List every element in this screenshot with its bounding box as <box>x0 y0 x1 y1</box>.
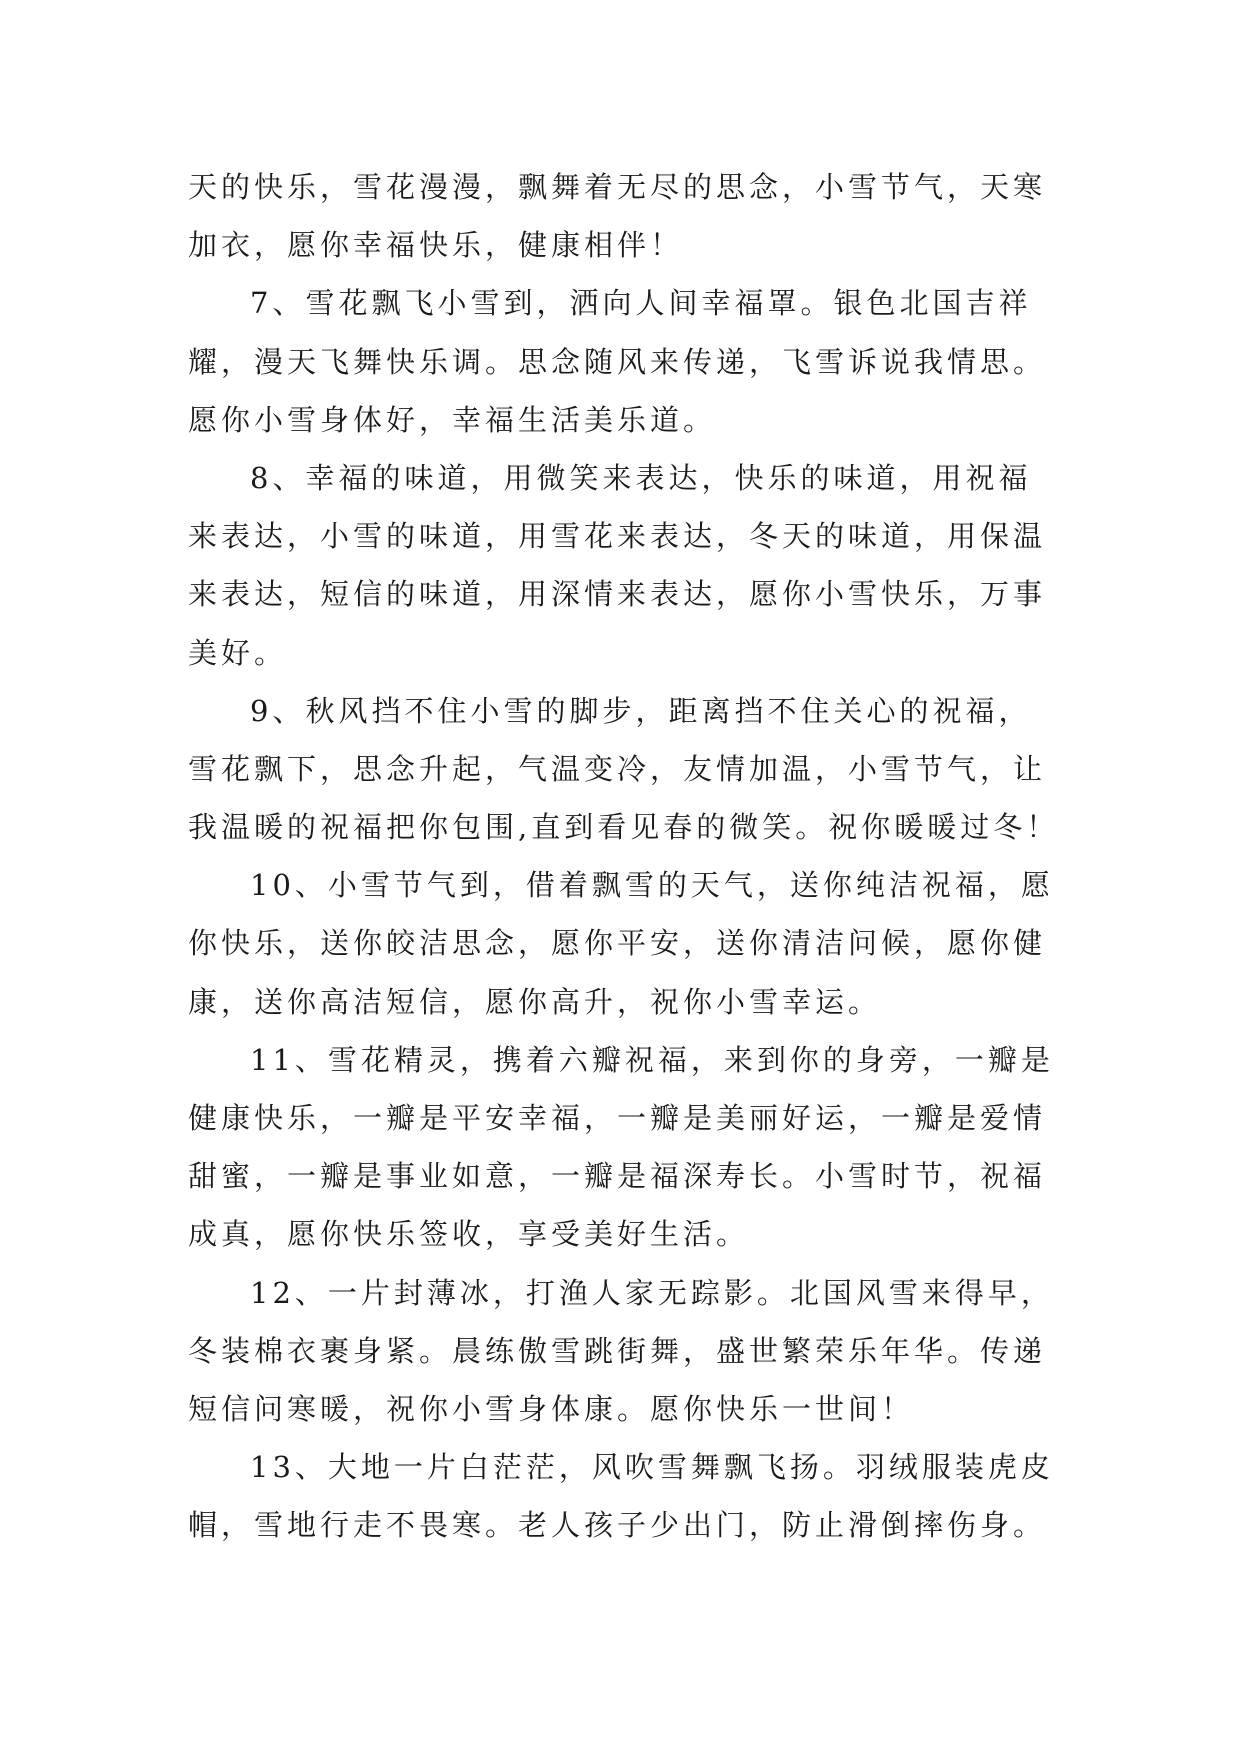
text-line: 11、雪花精灵，携着六瓣祝福，来到你的身旁，一瓣是 <box>250 1042 1054 1077</box>
text-line: 健康快乐，一瓣是平安幸福，一瓣是美丽好运，一瓣是爱情 <box>188 1101 1047 1135</box>
text-line: 9、秋风挡不住小雪的脚步，距离挡不住关心的祝福， <box>250 693 1032 728</box>
text-line: 冬装棉衣裹身紧。晨练傲雪跳街舞，盛世繁荣乐年华。传递 <box>188 1333 1047 1368</box>
paragraph-8 <box>188 449 1068 682</box>
text-line: 甜蜜，一瓣是事业如意，一瓣是福深寿长。小雪时节，祝福 <box>188 1159 1047 1194</box>
text-line: 13、大地一片白茫茫，风吹雪舞飘飞扬。羽绒服装虎皮 <box>250 1450 1054 1485</box>
paragraph-7 <box>188 274 1068 449</box>
text-line: 天的快乐，雪花漫漫，飘舞着无尽的思念，小雪节气，天寒 <box>188 170 1047 204</box>
text-line: 加衣，愿你幸福快乐，健康相伴！ <box>188 228 684 263</box>
paragraph-13 <box>188 1438 1068 1554</box>
paragraph-11 <box>188 1031 1068 1264</box>
text-line: 短信问寒暖，祝你小雪身体康。愿你快乐一世间！ <box>188 1391 915 1426</box>
text-line: 成真，愿你快乐签收，享受美好生活。 <box>188 1217 750 1252</box>
paragraph-9 <box>188 682 1068 857</box>
text-line: 你快乐，送你皎洁思念，愿你平安，送你清洁问候，愿你健 <box>188 926 1047 961</box>
text-line: 耀，漫天飞舞快乐调。思念随风来传递，飞雪诉说我情思。 <box>188 344 1047 379</box>
text-line: 康，送你高洁短信，愿你高升，祝你小雪幸运。 <box>188 984 882 1019</box>
text-line: 12、一片封薄冰，打渔人家无踪影。北国风雪来得早， <box>250 1275 1054 1310</box>
document-body <box>188 158 1068 1555</box>
paragraph-6-continued <box>188 158 1068 274</box>
text-line: 来表达，短信的味道，用深情来表达，愿你小雪快乐，万事 <box>188 577 1047 612</box>
text-line: 10、小雪节气到，借着飘雪的天气，送你纯洁祝福，愿 <box>250 868 1054 903</box>
paragraph-10 <box>188 856 1068 1031</box>
text-line: 愿你小雪身体好，幸福生活美乐道。 <box>188 402 717 437</box>
paragraph-12 <box>188 1264 1068 1439</box>
text-line: 来表达，小雪的味道，用雪花来表达，冬天的味道，用保温 <box>188 519 1047 554</box>
text-line: 7、雪花飘飞小雪到，洒向人间幸福罩。银色北国吉祥 <box>250 286 1032 321</box>
text-line: 8、幸福的味道，用微笑来表达，快乐的味道，用祝福 <box>250 460 1032 495</box>
text-line: 雪花飘下，思念升起，气温变冷，友情加温，小雪节气，让 <box>188 751 1047 786</box>
text-line: 我温暖的祝福把你包围,直到看见春的微笑。祝你暖暖过冬！ <box>188 810 1060 845</box>
text-line: 帽，雪地行走不畏寒。老人孩子少出门，防止滑倒摔伤身。 <box>188 1508 1047 1543</box>
text-line: 美好。 <box>188 635 288 670</box>
